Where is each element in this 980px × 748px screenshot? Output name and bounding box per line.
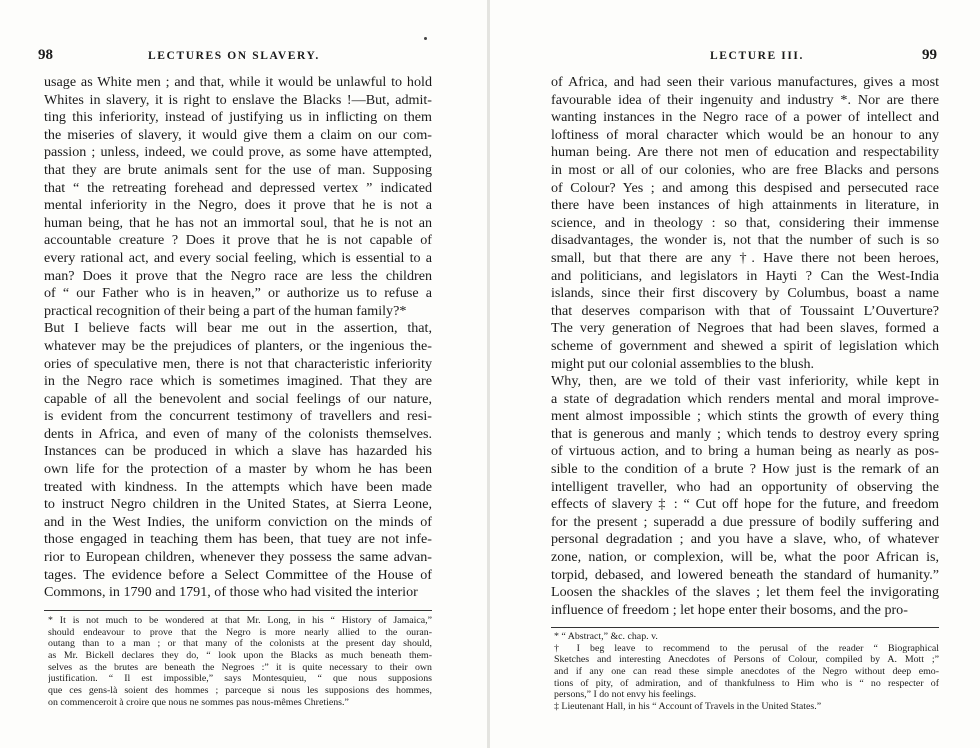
text-line: sible to the condition of a brute ? How just is the remark of an — [551, 461, 939, 478]
text-line: wanting instances in the Negro race of a power of intellect and — [551, 109, 939, 126]
text-line: dents in Africa, and even of many of the colonists themselves. — [44, 425, 432, 442]
text-line: of virtuous action, and to bring a human being as nearly as pos- — [551, 443, 939, 460]
text-line: a state of degradation which renders mental and moral improve- — [551, 390, 939, 407]
left-page — [0, 0, 487, 748]
footnotes — [48, 615, 432, 709]
text-line: capable of all the benevolent and social feelings of our nature, — [44, 390, 432, 407]
text-line: is evident from the concurrent testimony of travellers and resi- — [44, 408, 432, 425]
footnote-line: outang than to a man ; or that many of the colonists at the present day should, — [48, 638, 432, 650]
text-line: But I believe facts will bear me out in the assertion, that, — [44, 320, 432, 337]
footnote-line: que ces gens-là soient des hommes ; parceque si nous les supposions des hommes, — [48, 685, 432, 697]
text-line: disadvantages, the wonder is, not that the number of such is so — [551, 232, 939, 249]
running-head: LECTURES ON SLAVERY. — [148, 50, 320, 62]
text-line: of Colour? Yes ; and among this despised and persecuted race — [551, 179, 939, 196]
footnote-line: justification. “ Il est impossible,” says Montesquieu, “ que nous supposions — [48, 673, 432, 685]
text-line: mental inferiority in the Negro, does it prove that he is not a — [44, 197, 432, 214]
footnote-line: and if any one can read these simple anecdotes of the Negro without deep emo- — [554, 666, 939, 678]
text-line: zone, nation, or complexion, will be, what the poor African is, — [551, 549, 939, 566]
footnote-line: † I beg leave to recommend to the perusal of the reader “ Biographical — [554, 642, 939, 654]
text-line: influence of freedom ; let hope enter their bosoms, and the pro- — [551, 601, 908, 618]
footnote-line: * It is not much to be wondered at that Mr. Long, in his “ History of Jamaica,” — [48, 615, 432, 626]
running-head: LECTURE III. — [710, 50, 804, 62]
body-text — [551, 74, 939, 619]
text-line: Whites in slavery, it is right to enslave the Blacks !—But, admit- — [44, 91, 432, 108]
text-line: whatever may be the prejudices of planters, or the ingenious the- — [44, 337, 432, 354]
text-line: that deserves comparison with that of Toussaint L’Ouverture? — [551, 302, 939, 319]
text-line: personal degradation ; and you have a slave, who, of whatever — [551, 531, 939, 548]
footnote-line: persons,” I do not envy his feelings. — [554, 689, 697, 701]
text-line: Instances can be produced in which a slave has hazarded his — [44, 443, 432, 460]
text-line: every rational act, and every social feeling, which is essential to a — [44, 249, 432, 266]
text-line: rior to European children, whenever they possess the same advan- — [44, 549, 432, 566]
text-line: own life for the protection of a master by whom he has been — [44, 461, 432, 478]
text-line: human being. Are there not men of education and respectability — [551, 144, 939, 161]
text-line: usage as White men ; and that, while it would be unlawful to hold — [44, 74, 432, 90]
text-line: practical recognition of their being a part of the human family?* — [44, 302, 407, 319]
text-line: effects of slavery ‡ : “ Cut off hope for the future, and freedom — [551, 496, 939, 513]
text-line: in most or all of our colonies, who are free Blacks and persons — [551, 161, 939, 178]
text-line: loftiness of moral character which would be an honour to any — [551, 126, 939, 143]
text-line: that “ the retreating forehead and depressed vertex ” indicated — [44, 179, 432, 196]
text-line: and politicians, and legislators in Hayti ? Can the West-India — [551, 267, 939, 284]
footnotes — [554, 631, 939, 713]
footnote-line: on commenceroit à croire que nous ne sommes pas nous-mêmes Chretiens.” — [48, 696, 349, 708]
text-line: of Africa, and had seen their various manufactures, gives a most — [551, 74, 939, 90]
text-line: intelligent traveller, who had an opportunity of observing the — [551, 478, 939, 495]
text-line: Commons, in 1790 and 1791, of those who had visited the interior — [44, 584, 418, 601]
body-text — [44, 74, 432, 602]
text-line: ment almost impossible ; which stints the growth of every thing — [551, 408, 939, 425]
footnote-line: should endeavour to prove that the Negro is more nearly allied to the ouran- — [48, 626, 432, 638]
page-number: 98 — [38, 47, 53, 63]
text-line: passion ; unless, indeed, we could prove, as some have attempted, — [44, 144, 432, 161]
text-line: that is generous and manly ; which tends to destroy every spring — [551, 425, 939, 442]
text-line: there have been instances of high attainments in literature, in — [551, 197, 939, 214]
right-page — [490, 0, 980, 748]
footnote-rule — [44, 610, 432, 611]
text-line: small, but that there are any †. Have there not been heroes, — [551, 249, 939, 266]
footnote-line: ‡ Lieutenant Hall, in his “ Account of Travels in the United States.” — [554, 701, 822, 713]
text-line: Loosen the shackles of the slaves ; let them feel the invigorating — [551, 584, 939, 601]
text-line: The very generation of Negroes that had been slaves, formed a — [551, 320, 939, 337]
text-line: and in the West Indies, the uniform conviction on the minds of — [44, 513, 432, 530]
text-line: to instruct Negro children in the United States, at Sierra Leone, — [44, 496, 432, 513]
text-line: ting this inferiority, instead of justifying us in inflicting on them — [44, 109, 432, 126]
text-line: man? Does it prove that the Negro race are less the children — [44, 267, 432, 284]
footnote-rule — [551, 627, 939, 628]
text-line: those engaged in teaching them has been, that tuey are not infe- — [44, 531, 432, 548]
text-line: scheme of government and shewed a spirit of legislation which — [551, 337, 939, 354]
specks — [424, 37, 427, 40]
footnote-line: Sketches and interesting Anecdotes of Persons of Colour, compiled by A. Mott ;” — [554, 654, 939, 666]
text-line: accountable creature ? Does it prove that he is not capable of — [44, 232, 432, 249]
text-line: torpid, debased, and lowered beneath the standard of humanity.” — [551, 566, 939, 583]
text-line: of “ our Father who is in heaven,” or authorize us to refuse a — [44, 285, 432, 302]
text-line: treated with kindness. In the attempts which have been made — [44, 478, 432, 495]
footnote-line: tions of pity, of admiration, and of thankfulness to Him who is “ no respecter of — [554, 677, 939, 689]
text-line: islands, since their first discovery by Columbus, boast a name — [551, 285, 939, 302]
text-line: the miseries of slavery, it would give them a claim on our com- — [44, 126, 432, 143]
footnote-line: selves as the brutes are beneath the Negroes :” it is quite necessary to their own — [48, 661, 432, 673]
text-line: human being, that he has not an immortal soul, that he is not an — [44, 214, 432, 231]
footnote-line: as Mr. Bickell declares they do, “ look upon the Blacks as much beneath them- — [48, 650, 432, 662]
text-line: ories of speculative men, there is not that characteristic inferiority — [44, 355, 432, 372]
text-line: tages. The evidence before a Select Committee of the House of — [44, 566, 432, 583]
text-line: for the present ; superadd a due pressure of bodily suffering and — [551, 513, 939, 530]
page-number: 99 — [922, 47, 937, 63]
text-line: Why, then, are we told of their vast inferiority, while kept in — [551, 373, 939, 390]
text-line: favourable idea of their ingenuity and industry *. Nor are there — [551, 91, 939, 108]
text-line: in the Negro race which is sometimes imagined. That they are — [44, 373, 432, 390]
text-line: might put our colonial assemblies to the blush. — [551, 355, 815, 372]
footnote-line: * “ Abstract,” &c. chap. v. — [554, 631, 658, 642]
text-line: science, and in theology : so that, considering their immense — [551, 214, 939, 231]
text-line: that they are brute animals sent for the use of man. Supposing — [44, 161, 432, 178]
